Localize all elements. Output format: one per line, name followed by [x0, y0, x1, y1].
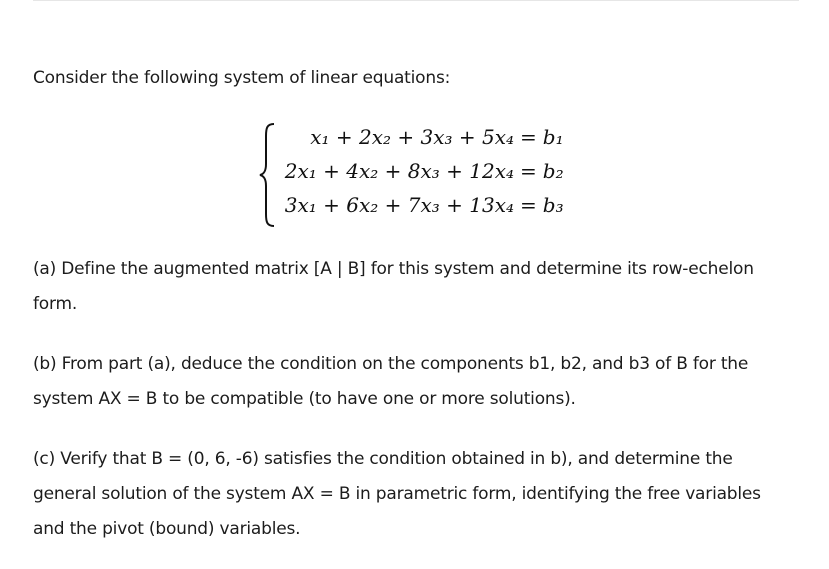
part-a-paragraph: [33, 252, 803, 322]
part-b-line: (b) From part (a), deduce the condition on the components b1, b2, and b3 of B for the: [33, 354, 749, 374]
intro-text: Consider the following system of linear equations:: [33, 68, 451, 88]
part-a-line: (a) Define the augmented matrix [A | B] for this system and determine its row-echelon: [33, 259, 754, 279]
equation-lhs: x₁ + 2x₂ + 3x₃ + 5x₄: [310, 125, 514, 149]
part-c-line: general solution of the system AX = B in parametric form, identifying the free variables: [33, 484, 761, 504]
equation-lhs: 3x₁ + 6x₂ + 7x₃ + 13x₄: [284, 193, 514, 217]
part-b-line: system AX = B to be compatible (to have one or more solutions).: [33, 389, 576, 409]
equation-row: [278, 120, 564, 154]
part-a-line: form.: [33, 294, 78, 314]
part-c-line: (c) Verify that B = (0, 6, -6) satisfies the condition obtained in b), and determine the: [33, 449, 733, 469]
equation-system: [258, 120, 588, 230]
part-c-paragraph: [33, 442, 803, 547]
equation-rhs: b₃: [542, 193, 564, 217]
equation-lhs: 2x₁ + 4x₂ + 8x₃ + 12x₄: [284, 159, 514, 183]
equation-rhs: b₂: [542, 159, 564, 183]
part-b-paragraph: [33, 347, 803, 417]
top-divider: [33, 0, 799, 1]
left-brace-icon: [258, 122, 276, 228]
equation-row: [278, 188, 564, 222]
equals-sign: =: [520, 125, 537, 149]
equals-sign: =: [520, 193, 537, 217]
equation-row: [278, 154, 564, 188]
part-c-line: and the pivot (bound) variables.: [33, 519, 301, 539]
equals-sign: =: [520, 159, 537, 183]
equation-rhs: b₁: [542, 125, 564, 149]
